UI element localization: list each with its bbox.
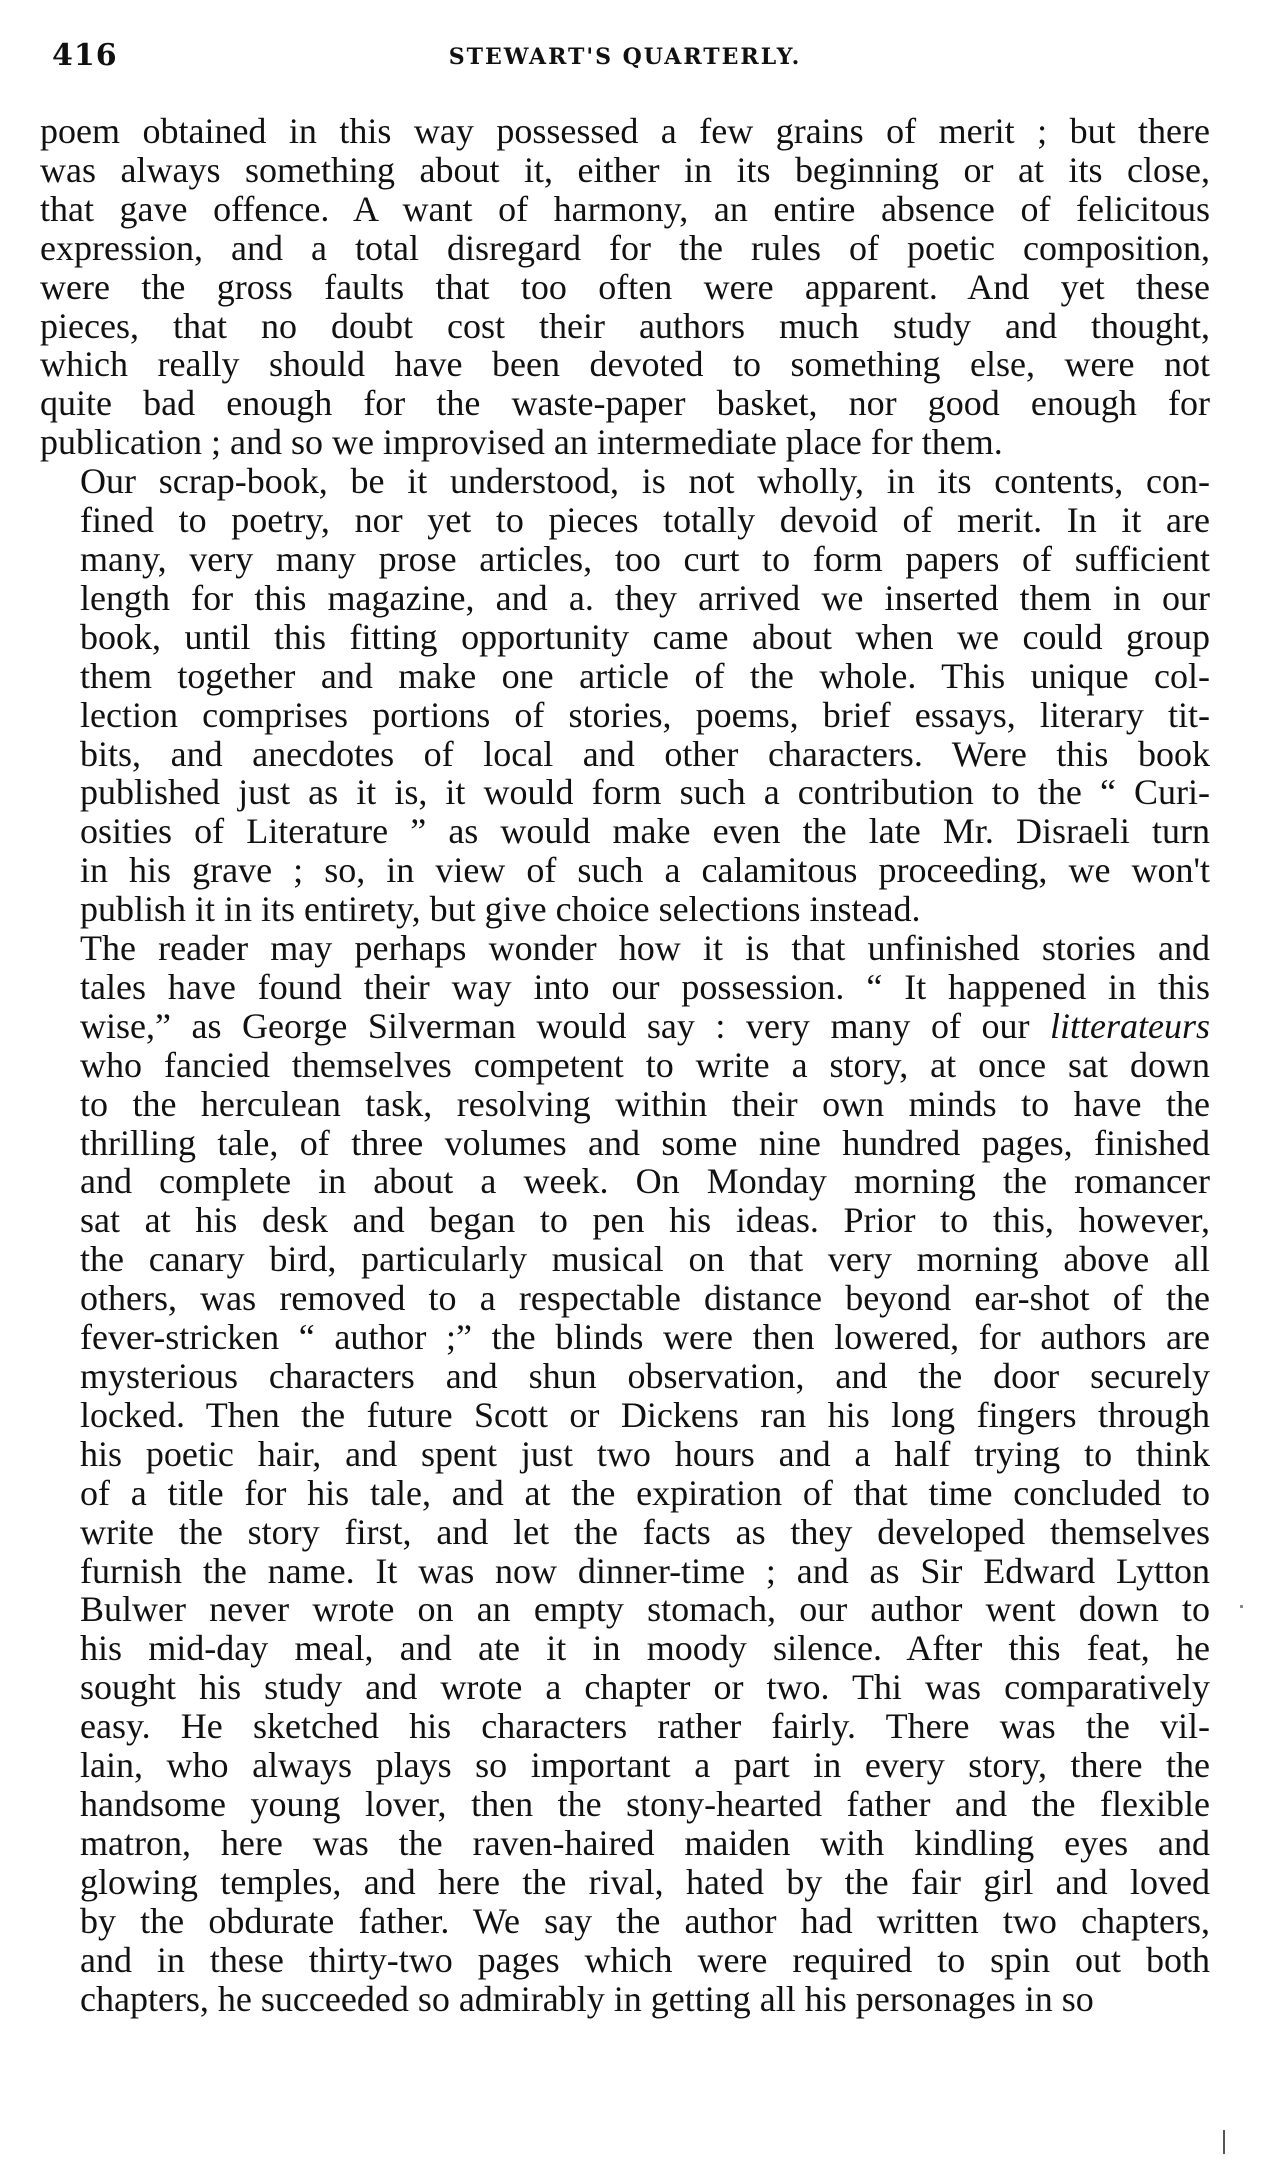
text-line: write the story first, and let the facts as they developed themselves [80,1511,1210,1552]
text-line: of a title for his tale, and at the expiration of that time concluded to [80,1472,1210,1513]
text-line: publication ; and so we improvised an intermediate place for them. [40,422,1003,463]
text-line: glowing temples, and here the rival, hated by the fair girl and loved [80,1861,1210,1902]
text-line: pieces, that no doubt cost their authors much study and thought, [40,305,1210,346]
margin-rule-mark [1223,2130,1225,2154]
body-text [40,112,1210,2018]
text-line: sat at his desk and began to pen his ideas. Prior to this, however, [80,1200,1210,1241]
paragraph [40,112,1210,462]
page-header [40,38,1210,78]
text-line: bits, and anecdotes of local and other characters. Were this book [80,733,1210,774]
text-line: The reader may perhaps wonder how it is that unfinished stories and [80,928,1210,969]
running-head: STEWART'S QUARTERLY. [448,44,802,70]
text-line: chapters, he succeeded so admirably in getting all his personages in so [80,1978,1094,2019]
text-line: by the obdurate father. We say the author had written two chapters, [80,1900,1210,1941]
text-line: his mid-day meal, and ate it in moody silence. After this feat, he [80,1628,1210,1669]
text-line: matron, here was the raven-haired maiden with kindling eyes and [80,1822,1210,1863]
text-line: expression, and a total disregard for the rules of poetic composition, [40,227,1210,268]
text-line: easy. He sketched his characters rather fairly. There was the vil- [80,1706,1210,1747]
text-line: in his grave ; so, in view of such a calamitous proceeding, we won't [80,850,1210,891]
text-line: thrilling tale, of three volumes and some nine hundred pages, finished [80,1122,1210,1163]
paragraph [40,462,1210,929]
italic-word: litterateurs [1050,1005,1210,1046]
text-line: fever-stricken “ author ;” the blinds were then lowered, for authors are [80,1317,1210,1358]
text-line: which really should have been devoted to something else, were not [40,344,1210,385]
text-line: Bulwer never wrote on an empty stomach, our author went down to [80,1589,1210,1630]
text-line: lection comprises portions of stories, poems, brief essays, literary tit- [80,694,1210,735]
text-line: that gave offence. A want of harmony, an entire absence of felicitous [40,188,1210,229]
text-line: Our scrap-book, be it understood, is not wholly, in its contents, con- [80,461,1210,502]
text-line: book, until this fitting opportunity came about when we could group [80,616,1210,657]
text-line: tales have found their way into our possession. “ It happened in this [80,966,1210,1007]
text-line: handsome young lover, then the stony-hearted father and the flexible [80,1783,1210,1824]
text-line: fined to poetry, nor yet to pieces totally devoid of merit. In it are [80,500,1210,541]
paragraph [40,929,1210,2018]
text-line: to the herculean task, resolving within their own minds to have the [80,1083,1210,1124]
text-line: published just as it is, it would form such a contribution to the “ Curi- [80,772,1210,813]
text-line: was always something about it, either in its beginning or at its close, [40,149,1210,190]
text-line: wise,” as George Silverman would say : very many of our litterateurs [80,1005,1210,1046]
text-line: quite bad enough for the waste-paper basket, nor good enough for [40,383,1210,424]
book-page [40,0,1210,2162]
margin-speck [1240,1605,1243,1608]
text-line: lain, who always plays so important a part in every story, there the [80,1745,1210,1786]
text-line: locked. Then the future Scott or Dickens ran his long fingers through [80,1394,1210,1435]
text-line: them together and make one article of the whole. This unique col- [80,655,1210,696]
text-line: sought his study and wrote a chapter or two. Thi was comparatively [80,1667,1210,1708]
text-line: many, very many prose articles, too curt to form papers of sufficient [80,538,1210,579]
text-line: length for this magazine, and a. they arrived we inserted them in our [80,577,1210,618]
text-line: furnish the name. It was now dinner-time ; and as Sir Edward Lytton [80,1550,1210,1591]
text-line: who fancied themselves competent to write a story, at once sat down [80,1044,1210,1085]
text-line: and complete in about a week. On Monday morning the romancer [80,1161,1210,1202]
text-line: osities of Literature ” as would make even the late Mr. Disraeli turn [80,811,1210,852]
text-line: were the gross faults that too often were apparent. And yet these [40,266,1210,307]
text-line: poem obtained in this way possessed a few grains of merit ; but there [40,111,1210,151]
text-line: publish it in its entirety, but give choice selections instead. [80,889,921,930]
text-line: and in these thirty-two pages which were required to spin out both [80,1939,1210,1980]
page-number: 416 [52,38,118,73]
text-line: mysterious characters and shun observation, and the door securely [80,1356,1210,1396]
text-line: others, was removed to a respectable distance beyond ear-shot of the [80,1278,1210,1319]
text-line: the canary bird, particularly musical on that very morning above all [80,1239,1210,1280]
text-line: his poetic hair, and spent just two hours and a half trying to think [80,1433,1210,1474]
